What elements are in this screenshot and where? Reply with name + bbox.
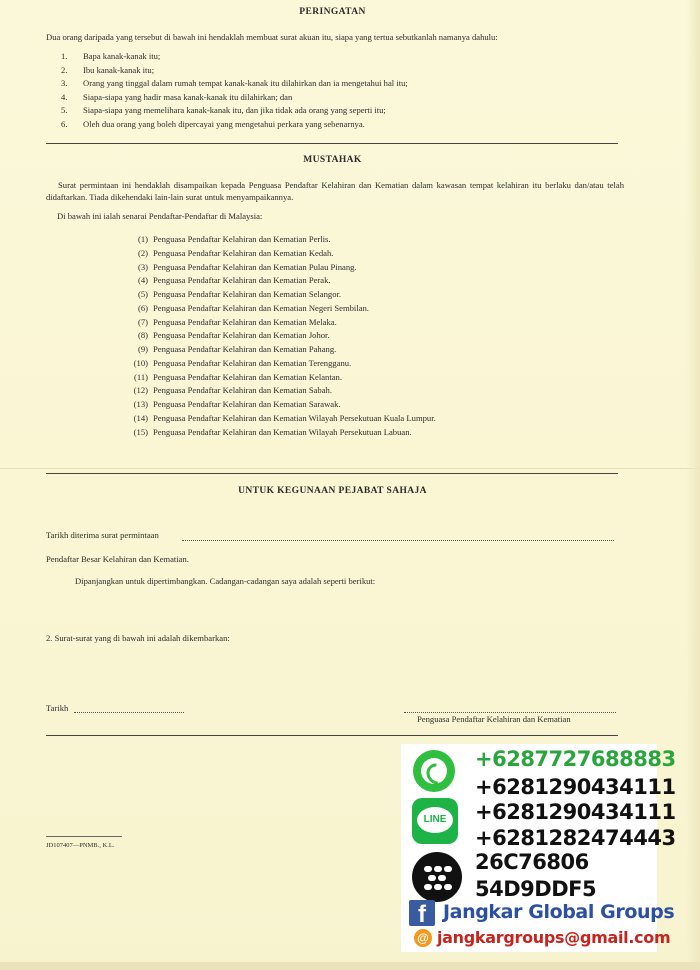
phone-1: +6287727688883 <box>475 747 676 771</box>
bbm-pin-2: 54D9DDF5 <box>475 877 597 901</box>
registrar-item: (15) Penguasa Pendaftar Kelahiran dan Kematian Wilayah Persekutuan Labuan. <box>133 426 412 437</box>
footer-rule <box>46 836 122 837</box>
facebook-name: Jangkar Global Groups <box>443 901 675 923</box>
peringatan-item: 5. Siapa-siapa yang memelihara kanak-kanak itu, dan jika tidak ada orang yang seperti itu; <box>61 105 386 116</box>
peringatan-intro: Dua orang daripada yang tersebut di bawah ini hendaklah membuat surat akuan itu, siapa yang tertua sebutkanlah namanya dahulu: <box>46 32 498 42</box>
peringatan-item: 3. Orang yang tinggal dalam rumah tempat kanak-kanak itu dilahirkan dan ia mengetahui hal itu; <box>61 78 408 89</box>
mustahak-title: MUSTAHAK <box>303 155 362 165</box>
date-received-label: Tarikh diterima surat permintaan <box>46 530 159 540</box>
signatory-label: Penguasa Pendaftar Kelahiran dan Kematian <box>417 714 571 724</box>
date-dotline <box>74 712 184 713</box>
registrar-item: (4) Penguasa Pendaftar Kelahiran dan Kematian Perak. <box>137 275 331 286</box>
registrar-item: (11) Penguasa Pendaftar Kelahiran dan Kematian Kelantan. <box>134 371 342 382</box>
paper-fold <box>0 468 700 469</box>
contact-banner <box>401 744 676 952</box>
registrar-item: (5) Penguasa Pendaftar Kelahiran dan Kematian Selangor. <box>137 289 342 299</box>
registrar-item: (2) Penguasa Pendaftar Kelahiran dan Kematian Kedah. <box>137 247 334 258</box>
registrar-item: (8) Penguasa Pendaftar Kelahiran dan Kematian Johor. <box>137 330 330 341</box>
registrar-item: (13) Penguasa Pendaftar Kelahiran dan Kematian Sarawak. <box>133 399 341 409</box>
registrar-list <box>124 233 436 439</box>
registrar-item: (7) Penguasa Pendaftar Kelahiran dan Kematian Melaka. <box>137 316 337 327</box>
office-title: UNTUK KEGUNAAN PEJABAT SAHAJA <box>238 486 427 496</box>
registrar-item: (12) Penguasa Pendaftar Kelahiran dan Kematian Sabah. <box>133 385 332 396</box>
phone-2: +6281290434111 <box>475 775 676 799</box>
peringatan-item: 2. Ibu kanak-kanak itu; <box>61 64 155 75</box>
divider-middle <box>46 473 618 474</box>
facebook-icon: f <box>409 900 435 926</box>
divider-top <box>46 143 618 144</box>
date-label: Tarikh <box>46 703 69 713</box>
peringatan-item: 1. Bapa kanak-kanak itu; <box>61 51 161 61</box>
phone-4: +6281282474443 <box>475 826 676 850</box>
bbm-pin-1: 26C76806 <box>475 850 589 874</box>
registrar-item: (14) Penguasa Pendaftar Kelahiran dan Kematian Wilayah Persekutuan Kuala Lumpur. <box>133 412 436 423</box>
registrar-list-intro: Di bawah ini ialah senarai Pendaftar-Pendaftar di Malaysia: <box>57 211 263 221</box>
registrar-item: (3) Penguasa Pendaftar Kelahiran dan Kematian Pulau Pinang. <box>137 261 357 272</box>
paper-bottom-edge <box>0 962 700 970</box>
addressee: Pendaftar Besar Kelahiran dan Kematian. <box>46 554 189 564</box>
registrar-item: (1) Penguasa Pendaftar Kelahiran dan Kematian Perlis. <box>137 234 331 244</box>
registrar-item: (6) Penguasa Pendaftar Kelahiran dan Kematian Negeri Sembilan. <box>137 302 369 313</box>
form-code: JD107407—PNMB., K.L. <box>46 842 115 849</box>
peringatan-list <box>61 50 408 132</box>
whatsapp-icon <box>413 750 455 792</box>
forwarded-text: Dipanjangkan untuk dipertimbangkan. Cadangan-cadangan saya adalah seperti berikut: <box>75 576 376 586</box>
blackberry-icon <box>412 852 462 902</box>
date-received-dotline <box>182 540 614 541</box>
peringatan-item: 6. Oleh dua orang yang boleh dipercayai yang mengetahui perkara yang sebenarnya. <box>61 118 365 129</box>
registrar-item: (10) Penguasa Pendaftar Kelahiran dan Kematian Terengganu. <box>133 357 352 368</box>
email-address: jangkargroups@gmail.com <box>437 928 671 947</box>
divider-bottom <box>46 735 618 736</box>
returned-text: 2. Surat-surat yang di bawah ini adalah dikembarkan: <box>46 633 230 643</box>
signature-dotline <box>404 712 616 713</box>
peringatan-title: PERINGATAN <box>299 7 366 17</box>
peringatan-item: 4. Siapa-siapa yang hadir masa kanak-kanak itu dilahirkan; dan <box>61 91 293 102</box>
email-icon: @ <box>414 929 432 947</box>
phone-3: +6281290434111 <box>475 800 676 824</box>
mustahak-paragraph: Surat permintaan ini hendaklah disampaikan kepada Penguasa Pendaftar Kelahiran dan Kematian dalam kawasan tempat kelahiran itu berlaku dan/atau telah didaftarkan. Tiada dikehendaki lain-lain surat untuk menyampaikannya. <box>46 180 624 202</box>
line-icon: LINE <box>412 798 458 844</box>
registrar-item: (9) Penguasa Pendaftar Kelahiran dan Kematian Pahang. <box>137 344 337 354</box>
paper-edge <box>686 0 700 970</box>
